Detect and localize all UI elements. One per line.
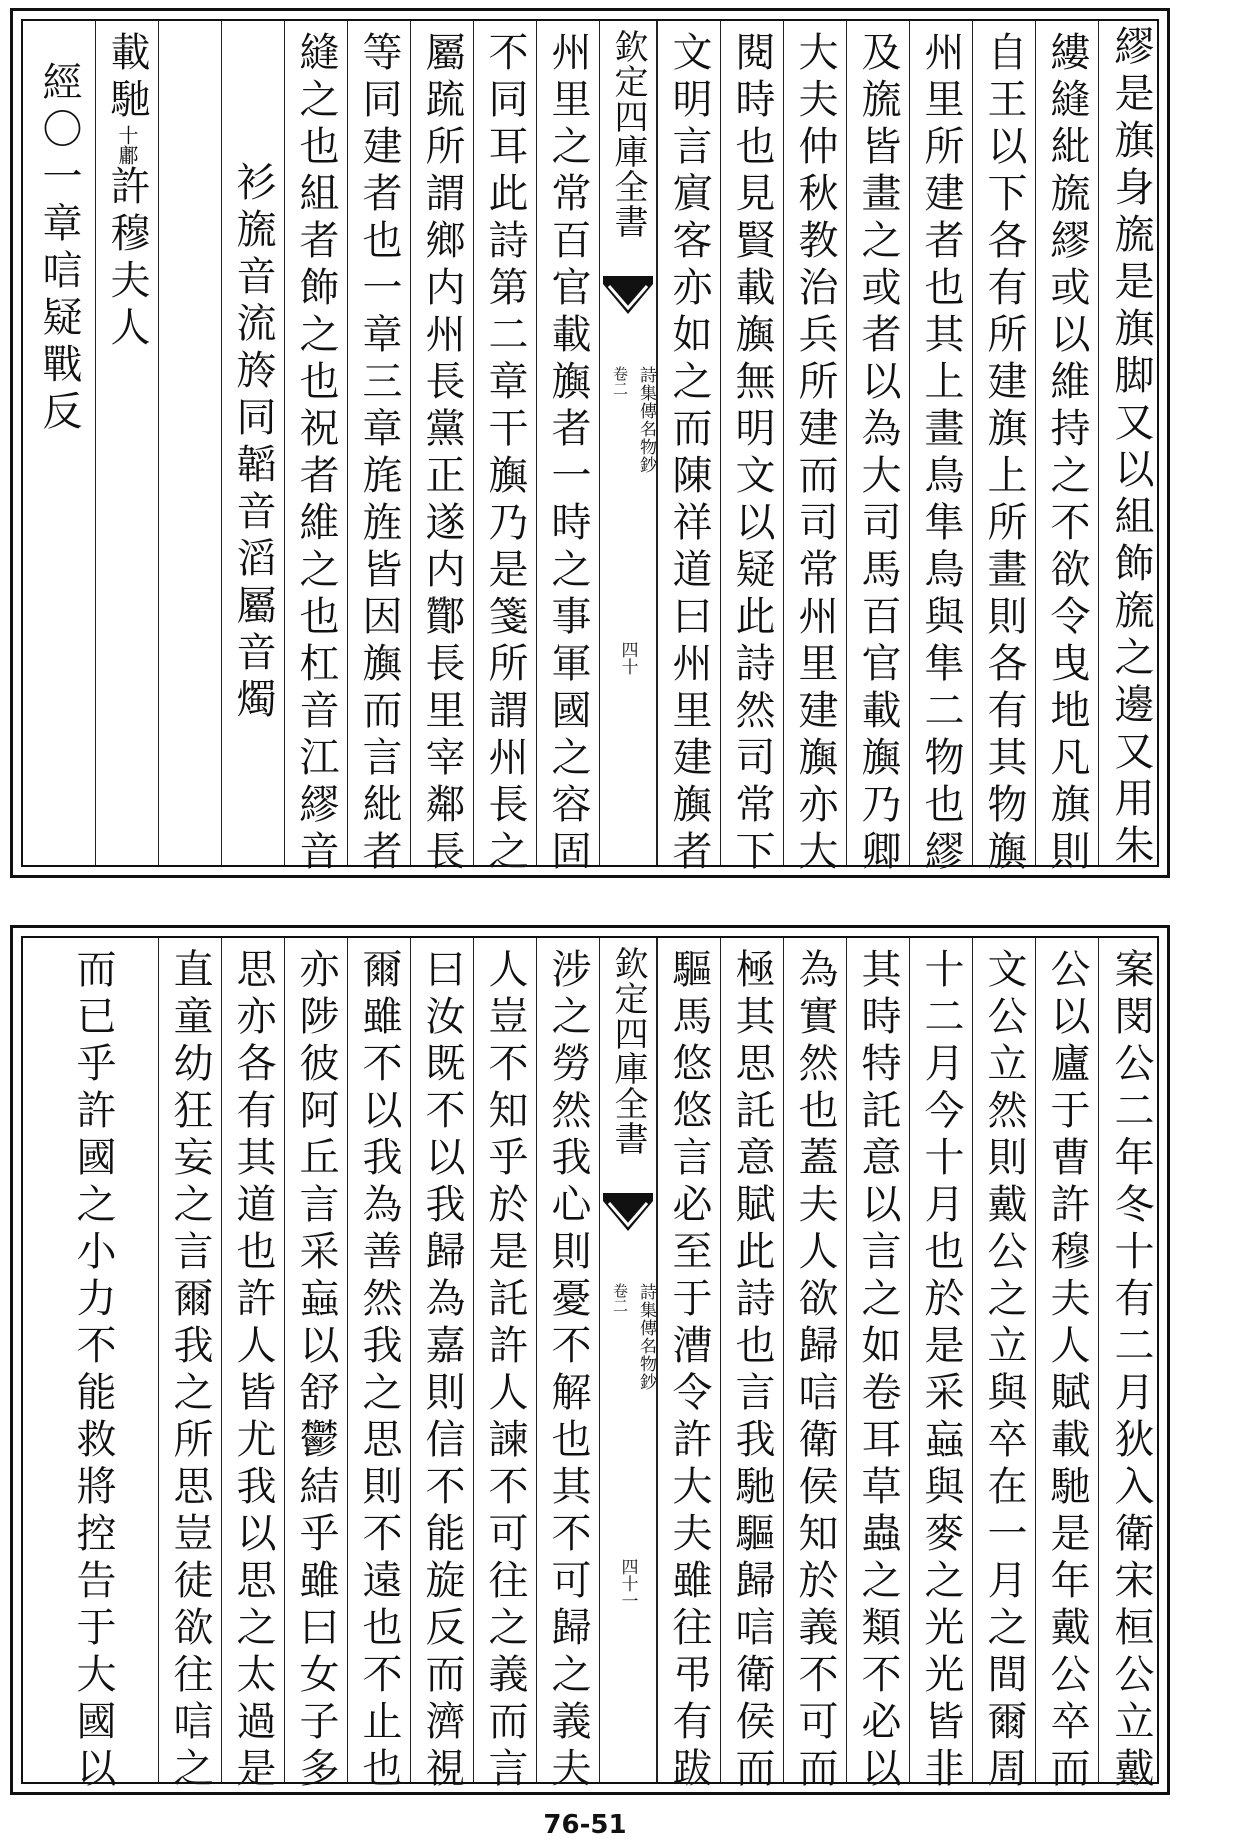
text-column: 驅馬悠悠言必至于漕令許大夫雖往弔有跋 — [666, 948, 712, 1794]
bottom-col-l7 — [158, 938, 221, 1794]
top-col-l2 — [473, 21, 536, 877]
text-column: 不同耳此詩第二章干旟乃是箋所謂州長之 — [482, 31, 528, 877]
top-col-l5 — [284, 21, 347, 877]
text-column: 其時特託意以言之如卷耳草蟲之類不必以 — [855, 948, 901, 1794]
top-col-r6 — [783, 21, 846, 877]
book-sub-title: 詩集傳名物鈔 — [636, 366, 656, 474]
top-col-l4 — [347, 21, 410, 877]
text-column: 亦陟彼阿丘言采蝱以舒鬱結乎雖曰女子多 — [293, 948, 339, 1794]
text-column: 為實然也蓋夫人欲歸唁衛侯知於義不可而 — [792, 948, 838, 1794]
text-column: 爾雖不以我為善然我之思則不遠也不止也 — [356, 948, 402, 1794]
bottom-col-r8 — [657, 938, 720, 1794]
bottom-col-l8 — [23, 938, 158, 1794]
bottom-col-r6 — [783, 938, 846, 1794]
bottom-col-l2 — [473, 938, 536, 1794]
text-column: 涉之勞然我心則憂不解也其不可歸之義夫 — [545, 948, 591, 1794]
top-page-frame — [10, 8, 1170, 878]
text-column: 州里所建者也其上畫鳥隼鳥與隼二物也繆 — [918, 31, 964, 877]
top-col-l6 — [221, 21, 284, 865]
text-column: 十二月今十月也於是采蝱與麥之光光皆非 — [918, 948, 964, 1794]
top-col-title — [95, 21, 158, 865]
text-column: 自王以下各有所建旗上所畫則各有其物旟 — [981, 31, 1027, 877]
text-column: 繆是旗身旒是旗脚又以組飾旒之邊又用朱 — [1108, 25, 1154, 871]
text-column: 等同建者也一章三章旄旌皆因旟而言紕者 — [356, 31, 402, 877]
poem-title-note: 十鄘 — [115, 125, 139, 165]
bottom-col-l3 — [410, 938, 473, 1794]
text-column: 而已乎許國之小力不能救將控告于大國以 — [70, 948, 116, 1794]
text-column: 曰汝既不以我歸為嘉則信不能旋反而濟視 — [419, 948, 465, 1794]
bottom-centre-fold — [599, 938, 657, 1782]
bottom-col-l4 — [347, 938, 410, 1794]
top-col-r3 — [972, 21, 1035, 877]
bottom-page-inner-frame — [21, 936, 1159, 1794]
text-column: 閱時也見賢載旟無明文以疑此詩然司常下 — [729, 31, 775, 877]
top-col-r1 — [1098, 21, 1163, 871]
top-col-r2 — [1035, 21, 1098, 877]
bottom-page-frame — [10, 925, 1170, 1795]
top-col-r7 — [720, 21, 783, 877]
leaf-number: 四十 — [617, 641, 638, 675]
book-title: 欽定四庫全書 — [608, 946, 648, 1156]
text-column: 經〇一章唁疑戰反 — [36, 61, 82, 437]
juan-number: 卷二 — [611, 1283, 629, 1313]
bottom-col-r3 — [972, 938, 1035, 1794]
poem-title-column — [104, 31, 150, 353]
book-sub-title: 詩集傳名物鈔 — [636, 1283, 656, 1391]
top-col-r4 — [909, 21, 972, 877]
fish-tail-mark-icon — [603, 1193, 653, 1233]
text-column: 案閔公二年冬十有二月狄入衛宋桓公立戴 — [1108, 948, 1154, 1794]
text-column: 大夫仲秋教治兵所建而司常州里建旟亦大 — [792, 31, 838, 877]
top-col-last — [23, 21, 95, 865]
top-col-r5 — [846, 21, 909, 877]
text-column: 州里之常百官載旟者一時之事軍國之容固 — [545, 31, 591, 877]
bottom-col-r2 — [1035, 938, 1098, 1794]
text-column: 思亦各有其道也許人皆尤我以思之太過是 — [230, 948, 276, 1794]
text-column: 及旒皆畫之或者以為大司馬百官載旟乃卿 — [855, 31, 901, 877]
text-column: 人豈不知乎於是託許人諫不可往之義而言 — [482, 948, 528, 1794]
book-title: 欽定四庫全書 — [608, 29, 648, 239]
bottom-col-l6 — [221, 938, 284, 1794]
text-column: 文明言賔客亦如之而陳祥道曰州里建旟者 — [666, 31, 712, 877]
text-column: 文公立然則戴公之立與卒在一月之間爾周 — [981, 948, 1027, 1794]
fish-tail-mark-icon — [603, 276, 653, 316]
poem-title-rest: 許穆夫人 — [104, 165, 150, 353]
text-column: 衫旒音流旍同韜音滔屬音燭 — [230, 161, 276, 725]
bottom-col-l5 — [284, 938, 347, 1794]
top-col-l1 — [536, 21, 599, 877]
text-column: 直童幼狂妄之言爾我之所思豈徒欲往唁之 — [167, 948, 213, 1794]
top-col-l3 — [410, 21, 473, 877]
leaf-number: 四十一 — [617, 1558, 638, 1609]
top-centre-fold — [599, 21, 657, 865]
top-col-l7 — [158, 21, 221, 865]
poem-title: 載馳 — [104, 31, 150, 125]
text-column: 屬䟽所謂鄉内州長黨正遂内酇長里宰鄰長 — [419, 31, 465, 877]
text-column: 公以廬于曹許穆夫人賦載馳是年戴公卒而 — [1044, 948, 1090, 1794]
bottom-col-r4 — [909, 938, 972, 1794]
juan-number: 卷二 — [611, 366, 629, 396]
text-column: 縫之也組者飾之也祝者維之也杠音江繆音 — [293, 31, 339, 877]
top-page-inner-frame — [21, 19, 1159, 877]
bottom-col-r5 — [846, 938, 909, 1794]
bottom-col-r7 — [720, 938, 783, 1794]
bottom-col-r1 — [1098, 938, 1163, 1794]
text-column: 極其思託意賦此詩也言我馳驅歸唁衛侯而 — [729, 948, 775, 1794]
text-column: 縷縫紕旒繆或以維持之不欲令曳地凡旗則 — [1044, 31, 1090, 877]
page-number: 76-51 — [543, 1810, 627, 1840]
bottom-col-l1 — [536, 938, 599, 1794]
top-col-r8 — [657, 21, 720, 877]
